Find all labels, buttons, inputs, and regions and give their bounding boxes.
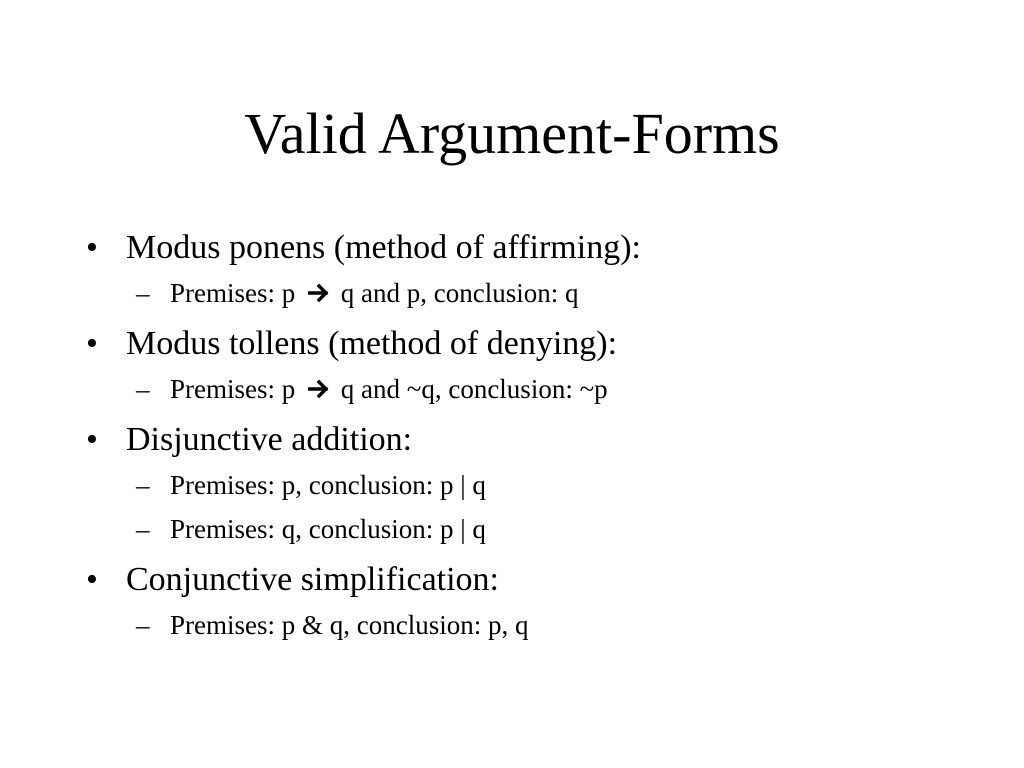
bullet-item-disjunctive-addition [86, 414, 986, 466]
bullet-label: Disjunctive addition: [126, 421, 413, 458]
sub-marker: – [136, 470, 150, 500]
sub-text-prefix: Premises: p [170, 278, 296, 308]
bullet-item-modus-tollens [86, 318, 986, 370]
bullet-label: Modus tollens (method of denying): [126, 325, 618, 362]
slide-title: Valid Argument-Forms [244, 101, 780, 166]
sub-marker: – [136, 278, 150, 308]
sub-marker: – [136, 514, 150, 544]
sub-item-conjunctive-simplification-premises [86, 606, 986, 644]
sub-item-modus-ponens-premises [86, 274, 986, 312]
right-arrow-icon [308, 379, 330, 399]
sub-text-suffix: q and p, conclusion: q [340, 278, 579, 308]
sub-marker: – [136, 610, 150, 640]
bullet-marker: • [86, 325, 98, 362]
bullet-list [86, 222, 986, 650]
bullet-marker: • [86, 229, 98, 266]
bullet-item-conjunctive-simplification [86, 554, 986, 606]
sub-text: Premises: q, conclusion: p | q [170, 514, 486, 544]
bullet-item-modus-ponens [86, 222, 986, 274]
sub-text-suffix: q and ~q, conclusion: ~p [340, 374, 608, 404]
sub-item-disjunctive-addition-p [86, 466, 986, 504]
bullet-label: Conjunctive simplification: [126, 561, 500, 598]
bullet-label: Modus ponens (method of affirming): [126, 229, 641, 266]
sub-text: Premises: p, conclusion: p | q [170, 470, 486, 500]
sub-item-disjunctive-addition-q [86, 510, 986, 548]
sub-text: Premises: p & q, conclusion: p, q [170, 610, 529, 640]
sub-text-prefix: Premises: p [170, 374, 296, 404]
sub-marker: – [136, 374, 150, 404]
bullet-marker: • [86, 421, 98, 458]
sub-item-modus-tollens-premises [86, 370, 986, 408]
right-arrow-icon [308, 283, 330, 303]
bullet-marker: • [86, 561, 98, 598]
